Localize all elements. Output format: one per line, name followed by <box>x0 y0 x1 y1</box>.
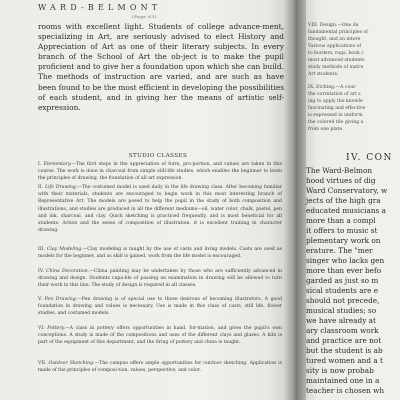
item-number: VII. <box>38 361 47 366</box>
item-text: —The campus offers ample opportunities for outdoor sketching. Application is made of the principles of composi-tion, values, perspective, and color. <box>38 361 282 374</box>
right-line: is expressed in uniform <box>308 113 363 118</box>
right-body-line: teacher is chosen wh <box>306 386 385 395</box>
right-body-line: sity is now probab <box>306 366 374 375</box>
right-body-line: it offers to music st <box>306 226 378 235</box>
item-number: II. <box>38 185 44 190</box>
item-text: —A class in pottery offers opportunities in hand, for-mation, and gives the pupil's own conceptions. A study is made of the compositions and uses of the different clays and glazes. A kiln is part of the equipment of this department, and the firing of pottery and china is taught. <box>38 326 282 346</box>
item-number: VI. <box>38 326 45 331</box>
item-text: —Pen drawing is of special use to those desirous of becoming illustrators. A good foundation in drawing and values is necessary. Use is made in this class of casts, still life, flower studies, and costumed models. <box>38 297 282 317</box>
right-body-line: more than a compl <box>306 216 376 225</box>
item-clay-modeling <box>38 246 282 260</box>
item-text: —The first steps in the appreciation of form, pro-portion, and values are taken in this course. The work is done in charcoal from simple still-life studies, which enables the beginner to learn the principles of drawing, the foundation of all art expression. <box>38 162 282 182</box>
item-heading: Life Drawing. <box>45 185 78 190</box>
item-pen-drawing <box>38 296 282 318</box>
right-line: fascinating and effective <box>308 106 366 111</box>
right-line: thought, and an intere <box>308 37 361 42</box>
right-body-line: erature. The "mer <box>306 246 373 255</box>
item-heading: Elementary. <box>43 162 72 167</box>
right-line: Art students. <box>308 72 339 77</box>
right-body-line: tured women and a t <box>306 356 383 365</box>
right-line: VIII. Design.—One da <box>308 23 359 28</box>
intro-text: rooms with excellent light. Students of college advance-ment, specializing in Art, are seriously advised to elect History and Appreciation of Art as one of their literary subjects. In every branch of the School of Art the ob-ject is to make the pupil proficient and to give her a foundation upon which she can build. The methods of instruction are varied, and are such as have been found to be the most efficient in developing the possibilities of each student, and in giving her the means of artistic self-expression. <box>38 22 284 112</box>
item-outdoor-sketching <box>38 360 282 374</box>
right-body-line: plementary work on <box>306 236 381 245</box>
item-number: III. <box>38 247 45 252</box>
right-body-line: we have already at <box>306 316 376 325</box>
right-body-line: hood virtues of dig <box>306 176 376 185</box>
right-body-line: ary classroom work <box>306 326 379 335</box>
right-body-line: but the student is ab <box>306 346 383 355</box>
right-body-line: educated musicians a <box>306 206 386 215</box>
book-gutter <box>284 0 306 400</box>
item-elementary <box>38 161 282 183</box>
item-pottery <box>38 325 282 347</box>
right-body-line: singer who lacks gen <box>306 256 385 265</box>
item-text: —The costumed model is used daily in the life drawing class. After becoming familiar with their materials, students are encouraged to begin work in this most interesting branch of Representative Art. The models are posed to help the pupil in the study of both composition and illustrations, and studies are produced in all the different mediums—oil, water color, chalk, pastel, pen and ink, charcoal, and clay. Quick sketching is practiced frequently, and is most beneficial for all students. Action and the sense of composition of illustration, it is excellent training in character drawing. <box>38 185 282 234</box>
item-heading: Clay Modeling. <box>46 247 83 252</box>
right-body-line: jects of the high gra <box>306 196 381 205</box>
right-line: ing to apply the knowle <box>308 99 363 104</box>
item-text: —Clay modeling is taught by the use of casts and living models. Casts are used as models for the beginner, and as skill is gained, work from the life model is encouraged. <box>38 247 282 260</box>
item-number: I. <box>38 162 42 167</box>
item-china-decoration <box>38 268 282 290</box>
right-body-line: maintained one in a <box>306 376 380 385</box>
right-body-line: musical studies; so <box>306 306 377 315</box>
right-body-line: should not precede, <box>306 296 380 305</box>
right-line: the correlation of art s <box>308 92 361 97</box>
right-line: IX. Etching.—A cour <box>308 85 356 90</box>
right-body-line: Ward Conservatory, w <box>306 186 388 195</box>
right-body-line: garded as just so m <box>306 276 379 285</box>
right-line: fundamental principles of <box>308 30 368 35</box>
item-life-drawing <box>38 184 282 234</box>
right-line: to borders, rugs, book c <box>308 51 364 56</box>
item-text: —China painting may be undertaken by those who are sufficiently advanced in drawing and design. Students capa-ble of passing an examination in drawing will be allowed to turn their work to this line. The study of design is required in all classes. <box>38 269 282 289</box>
right-line: Various applications of <box>308 44 362 49</box>
intro-paragraph <box>38 22 284 113</box>
item-heading: China Decoration. <box>46 269 90 274</box>
right-body-line: more than ever befo <box>306 266 382 275</box>
item-heading: Outdoor Sketching. <box>48 361 95 366</box>
running-head: WARD-BELMONT <box>38 3 162 12</box>
section-title: STUDIO CLASSES <box>128 153 188 159</box>
item-number: IV. <box>38 269 44 274</box>
right-body-line: sical students are e <box>306 286 379 295</box>
right-line: the colored tile giving a <box>308 120 364 125</box>
right-section-heading: IV. CON <box>346 153 393 163</box>
right-line: from one plate. <box>308 127 344 132</box>
item-heading: Pen Drawing. <box>44 297 78 302</box>
right-line: study methods of instru <box>308 65 364 70</box>
page-number: (Page 63) <box>132 14 157 19</box>
right-body-line: and practice are not <box>306 336 382 345</box>
right-line: most advanced students <box>308 58 365 63</box>
item-heading: Pottery. <box>47 326 66 331</box>
item-number: V. <box>38 297 42 302</box>
right-body-line: The Ward-Belmon <box>306 166 373 175</box>
